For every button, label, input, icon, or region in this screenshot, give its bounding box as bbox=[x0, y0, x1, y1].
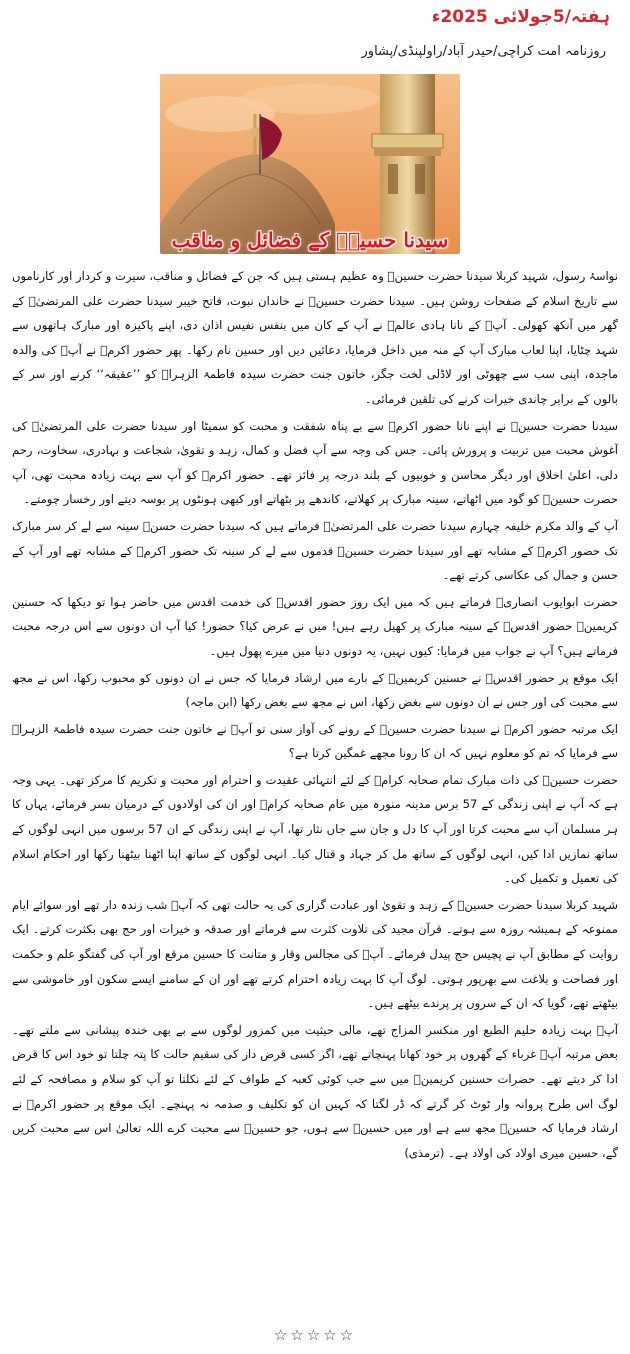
paragraph: ایک مرتبہ حضور اکرمؐ نے سیدنا حضرت حسینؓ کے رونے کی آواز سنی تو آپؐ نے خاتون جنت حضرت سیدہ فاطمۃ الزہراؓ سے فرمایا کہ تم کو معلوم نہیں کہ ان کا رونا مجھے غمگین کرتا ہے؟ bbox=[12, 721, 618, 761]
paragraph: ایک موقع پر حضور اقدسؐ نے حسنین کریمینؓ کے بارے میں ارشاد فرمایا کہ جس نے ان دونوں کو محبوب رکھا، اس نے مجھ سے محبت کی اور جس نے ان دونوں سے بغض رکھا، اس نے مجھ سے بغض رکھا (ابن ماجہ) bbox=[12, 670, 618, 710]
paragraph: شہید کربلا سیدنا حضرت حسینؓ کے زہد و تقویٰ اور عبادت گزاری کی یہ حالت تھی کہ آپؓ شب زندہ دار تھے اور سوائے ایام ممنوعہ کے ہمیشہ روزہ سے ہوتے۔ قرآن مجید کی تلاوت کثرت سے فرماتے اور صدقہ و خیرات اور حج بھی بکثرت کرتے۔ ایک روایت کے مطابق آپ نے پچیس حج پیدل فرمائے۔ آپؓ کی مجالس وقار و متانت کا حسین مرقع اور آپ کی گفتگو علم و حکمت اور فصاحت و بلاغت سے بھرپور ہوتی۔ لوگ آپ کا بہت زیادہ احترام کرتے تھے اور ان کے سامنے ایسے سکون اور خاموشی سے بیٹھتے تھے، گویا کہ ان کے سروں پر پرندے بیٹھے ہیں۔ bbox=[12, 897, 618, 1011]
paragraph: آپؓ بہت زیادہ حلیم الطبع اور منکسر المزاج تھے، مالی حیثیت میں کمزور لوگوں سے بے بھی خندہ پیشانی سے ملتے تھے۔ بعض مرتبہ آپؓ غرباء کے گھروں پر خود کھانا پہنچاتے تھے، اگر کسی قرض دار کی سقیم حالت کا پتہ چلتا تو خود اس کا قرض ادا کر دیتے تھے۔ حضرات حسنین کریمینؓ میں سے جب کوئی کعبہ کے طواف کے لئے نکلتا تو آپ کو سلام و مصافحہ کے لئے لوگ اس طرح پروانہ وار ٹوٹ کر گرتے کہ ڈر لگتا کہ کہیں ان کو تکلیف و صدمہ نہ پہنچے۔ ایک موقع پر حضور اکرمؐ نے ارشاد فرمایا کہ حسینؓ مجھ سے ہے اور میں حسینؓ سے ہوں، جو حسینؓ سے محبت کرے اللہ تعالیٰ اس سے محبت کریں گے، حسین میری اولاد کی اولاد ہے۔ (ترمذی) bbox=[12, 1022, 618, 1160]
newspaper-source: روزنامہ امت کراچی/حیدر آباد/راولپنڈی/پشاور bbox=[361, 44, 606, 59]
end-separator: ☆☆☆☆☆ bbox=[273, 1326, 357, 1344]
paragraph: سیدنا حضرت حسینؓ نے اپنے نانا حضور اکرمؐ سے بے پناہ شفقت و محبت کو سمیٹا اور سیدنا حضرت علی المرتضیٰؓ کی آغوش محبت میں تربیت و پرورش پائی۔ جس کی وجہ سے آپ فضل و کمال، زہد و تقویٰ، شجاعت و بہادری، سخاوت، رحم دلی، اعلیٰ اخلاق اور دیگر محاسن و خوبیوں کے بلند درجہ پر فائز تھے۔ حضور اکرمؐ کو آپ سے بہت زیادہ محبت تھی، آپ حضرت حسینؓ کو گود میں اٹھاتے، سینہ مبارک پر کھلاتے، کاندھے پر بٹھاتے اور کبھی ہونٹوں پر بوسہ دیتے اور رخسار چومتے۔ bbox=[12, 418, 618, 507]
paragraph: نواسۂ رسول، شہید کربلا سیدنا حضرت حسینؓ وہ عظیم ہستی ہیں کہ جن کے فضائل و مناقب، سیرت و کردار اور کارناموں سے تاریخ اسلام کے صفحات روشن ہیں۔ سیدنا حضرت حسینؓ نے خاندان نبوت، فاتح خیبر سیدنا حضرت علی المرتضیٰؓ کے گھر میں آنکھ کھولی۔ آپؓ کے نانا ہادی عالمؐ نے آپ کے کان میں بنفس نفیس اذان دی، اپنے پاکیزہ اور مبارک ہاتھوں سے شہد چٹایا، اپنا لعاب مبارک آپ کے منہ میں داخل فرمایا، دعائیں دیں اور حسین نام رکھا۔ پھر حضور اکرمؐ نے آپؓ کی والدہ ماجدہ، اپنی سب سے چھوٹی اور لاڈلی لخت جگر، خاتون جنت حضرت سیدہ فاطمۃ الزہراؓ کو ’’عقیقہ‘‘ کرنے اور سر کے بالوں کے برابر چاندی خیرات کرنے کی تلقین فرمائی۔ bbox=[12, 269, 618, 406]
article-body bbox=[12, 264, 618, 1167]
publication-date: ہفتہ/5جولائی 2025ء bbox=[431, 7, 610, 27]
paragraph: حضرت حسینؓ کی ذات مبارک تمام صحابہ کرامؓ کے لئے انتہائی عقیدت و احترام اور محبت و تکریم کا مرکز تھی۔ یہی وجہ ہے کہ آپ نے اپنی زندگی کے 57 برس مدینہ منورہ میں عام صحابہ کرامؓ اور ان کی اولادوں کے درمیان بسر فرمائے، یہاں کا ہر مسلمان آپ سے محبت کرتا اور آپ کا دل و جان سے جاں نثار تھا، آپ نے اپنی زندگی کے ان 57 برسوں میں انہی لوگوں کے ساتھ نمازیں ادا کیں، انہی لوگوں کے ساتھ مل کر جہاد و قتال کیا۔ انہی لوگوں کے ساتھ اپنا اٹھنا بیٹھنا رکھا اور احکام اسلام کی تعمیل و تکمیل کی۔ bbox=[12, 772, 618, 886]
paragraph: حضرت ابوایوب انصاریؓ فرماتے ہیں کہ میں ایک روز حضور اقدسؐ کی خدمت اقدس میں حاضر ہوا تو دیکھا کہ حسنین کریمینؓ حضور اقدسؐ کے سینہ مبارک پر کھیل رہے ہیں! میں نے عرض کیا؟ حضور! کیا آپ ان دونوں سے اس درجہ محبت فرماتے ہیں؟ آپ نے جواب میں فرمایا: کیوں نہیں، یہ دونوں دنیا میں میرے پھول ہیں۔ bbox=[12, 594, 618, 658]
paragraph: آپ کے والد مکرم خلیفہ چہارم سیدنا حضرت علی المرتضیٰؓ فرماتے ہیں کہ سیدنا حضرت حسنؓ سینہ سے لے کر سر مبارک تک حضور اکرمؐ کے مشابہ تھے اور سیدنا حضرت حسینؓ قدموں سے لے کر سینہ تک حضور اکرمؐ کے مشابہ تھے اور آپ کے حسن و جمال کی عکاسی کرتے تھے۔ bbox=[12, 518, 618, 583]
article-title: سیدنا حسینؓ کے فضائل و مناقب bbox=[171, 228, 449, 252]
